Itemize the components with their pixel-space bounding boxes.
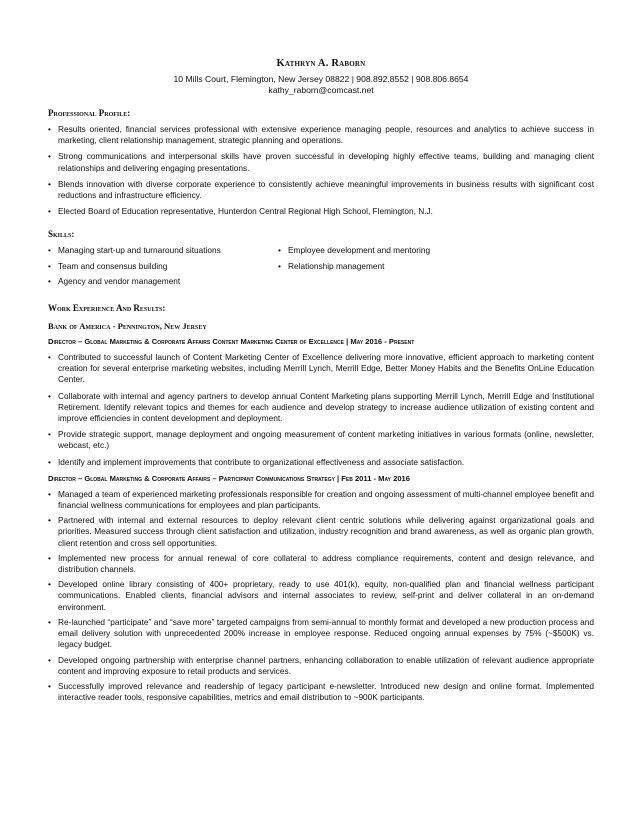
role-achievements: [48, 489, 594, 703]
list-item: • Successfully improved relevance and readership of legacy participant e-newsletter. Introduced new design and online format. Implemented interactive reader tools, responsive capabilities, metrics and email distribution to ~900K participants.: [48, 681, 594, 703]
list-item: • Provide strategic support, manage deployment and ongoing measurement of content marketing initiatives in various formats (online, newsletter, webcast, etc.): [48, 429, 594, 451]
list-item: • Partnered with internal and external resources to deploy relevant client centric solutions while delivering against organizational goals and priorities. Measured success through client satisfaction and utilization, industry recognition and brand awareness, as well as organic plan growth, client retention and cross sell opportunities.: [48, 515, 594, 549]
skills-grid: [48, 245, 594, 291]
experience-heading: Work Experience And Results:: [48, 303, 166, 314]
profile-list: [48, 124, 594, 217]
list-item: • Re-launched “participate” and “save more” targeted campaigns from semi-annual to monthly format and developed a new production process and email delivery solution with unprecedented 200% increase in employee response. Reduced ongoing annual expenses by 75% (~$500K) vs. legacy budget.: [48, 617, 594, 651]
list-item: • Elected Board of Education representative, Hunterdon Central Regional High School, Flemington, N.J.: [48, 206, 594, 217]
contact-info: [48, 74, 594, 96]
list-item: • Managed a team of experienced marketing professionals responsible for creation and ongoing assessment of multi-channel employee benefit and financial wellness communications for employees and plan participants.: [48, 489, 594, 511]
list-item: • Developed ongoing partnership with enterprise channel partners, enhancing collaboration to enable utilization of relevant audience appropriate content and improving exposure to retail products and services.: [48, 655, 594, 677]
role-title: Director – Global Marketing & Corporate Affairs – Participant Communications Strategy | Feb 2011 - May 2016: [48, 473, 410, 483]
skill-item: • Managing start-up and turnaround situations: [48, 245, 278, 256]
skills-right-column: [278, 245, 508, 291]
list-item: • Identify and implement improvements that contribute to organizational effectiveness and associate satisfaction.: [48, 457, 594, 468]
skill-item: • Employee development and mentoring: [278, 245, 508, 256]
skill-item: • Agency and vendor management: [48, 276, 278, 287]
role-title: Director – Global Marketing & Corporate Affairs Content Marketing Center of Excellence | May 2016 - Present: [48, 337, 415, 347]
skill-item: • Relationship management: [278, 261, 508, 272]
email-address: kathy_raborn@comcast.net: [268, 85, 374, 95]
candidate-name: Kathryn A. Raborn: [276, 58, 366, 69]
list-item: • Blends innovation with diverse corporate experience to consistently achieve meaningful improvements in business results with significant cost reductions and infrastructure efficiency.: [48, 179, 594, 201]
profile-heading: Professional Profile:: [48, 108, 131, 118]
list-item: • Developed online library consisting of 400+ proprietary, ready to use 401(k), equity, non-qualified plan and financial wellness participant communications. Enabled clients, financial advisors and internal associates to review, self-print and deliver collateral in an on-demand environment.: [48, 579, 594, 613]
skill-item: • Team and consensus building: [48, 261, 278, 272]
list-item: • Contributed to successful launch of Content Marketing Center of Excellence delivering more innovative, efficient approach to marketing content creation for several enterprise marketing websites, including Merrill Lynch, Merrill Edge, Better Money Habits and the Benefits OnLine Education Center.: [48, 352, 594, 386]
list-item: • Strong communications and interpersonal skills have proven successful in developing highly effective teams, building and managing client relationships and delivering engaging presentations.: [48, 151, 594, 173]
skills-heading: Skills:: [48, 229, 75, 240]
company-name: Bank of America - Pennington, New Jersey: [48, 321, 207, 332]
list-item: • Results oriented, financial services professional with extensive experience managing people, resources and analytics to achieve success in marketing, client relationship management, strategic planning and operations.: [48, 124, 594, 146]
role-achievements: [48, 352, 594, 468]
skills-left-column: [48, 245, 278, 291]
resume-page: [48, 58, 594, 707]
list-item: • Collaborate with internal and agency partners to develop annual Content Marketing plans supporting Merrill Lynch, Merrill Edge and Institutional Retirement. Identify relevant topics and themes for each audience and develop strategy to increase audience utilization of existing content and improve efficiencies in content development and deployment.: [48, 391, 594, 425]
list-item: • Implemented new process for annual renewal of core collateral to address compliance requirements, content and design relevance, and distribution channels.: [48, 553, 594, 575]
address-line: 10 Mills Court, Flemington, New Jersey 08822 | 908.892.8552 | 908.806.8654: [173, 74, 469, 84]
